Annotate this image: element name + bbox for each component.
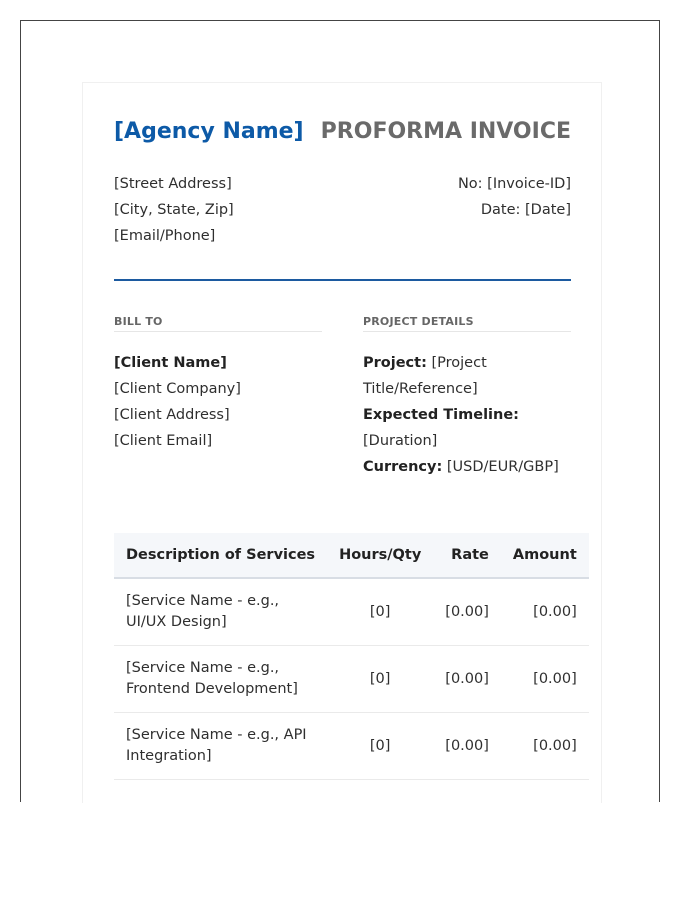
bill-to-section — [114, 315, 322, 454]
row-hours: [0] — [327, 713, 433, 780]
project-value: [Project Title/Reference] — [363, 355, 487, 397]
table-header-row — [114, 533, 589, 578]
table-row — [114, 713, 589, 780]
currency-line — [363, 454, 571, 480]
agency-address — [114, 171, 234, 249]
row-hours: [0] — [327, 578, 433, 646]
row-description: [Service Name - e.g., Frontend Development] — [114, 646, 327, 713]
table-row — [114, 578, 589, 646]
timeline-label: Expected Timeline: — [363, 407, 519, 423]
currency-label: Currency: — [363, 459, 443, 475]
header-amount: Amount — [512, 547, 577, 563]
services-table — [114, 533, 589, 780]
row-description: [Service Name - e.g., UI/UX Design] — [114, 578, 327, 646]
row-amount: [0.00] — [501, 646, 589, 713]
invoice-number: No: [Invoice-ID] — [457, 176, 571, 192]
project-label: Project: — [363, 355, 427, 371]
row-rate: [0.00] — [433, 578, 501, 646]
agency-contact: [Email/Phone] — [114, 228, 216, 244]
row-description: [Service Name - e.g., API Integration] — [114, 713, 327, 780]
header-hours: Hours/Qty — [339, 547, 422, 563]
row-rate: [0.00] — [433, 713, 501, 780]
project-details-section — [363, 315, 571, 480]
header-description: Description of Services — [126, 547, 316, 563]
currency-value: [USD/EUR/GBP] — [446, 459, 559, 475]
page-frame — [20, 20, 660, 802]
row-hours: [0] — [327, 646, 433, 713]
header-rate: Rate — [451, 547, 489, 563]
header-divider — [114, 279, 571, 281]
agency-city: [City, State, Zip] — [114, 202, 234, 218]
invoice-meta — [458, 171, 571, 223]
row-amount: [0.00] — [501, 713, 589, 780]
client-email: [Client Email] — [114, 433, 213, 449]
agency-street: [Street Address] — [114, 176, 232, 192]
project-details-heading: PROJECT DETAILS — [363, 315, 571, 332]
client-name: [Client Name] — [114, 355, 227, 371]
timeline-value: [Duration] — [363, 433, 438, 449]
bill-to-heading: BILL TO — [114, 315, 322, 332]
project-line — [363, 350, 571, 402]
row-rate: [0.00] — [433, 646, 501, 713]
table-row — [114, 646, 589, 713]
client-address: [Client Address] — [114, 407, 230, 423]
row-amount: [0.00] — [501, 578, 589, 646]
invoice-date: Date: [Date] — [480, 202, 571, 218]
client-company: [Client Company] — [114, 381, 241, 397]
invoice-sheet — [82, 82, 602, 803]
agency-name: [Agency Name] — [114, 119, 304, 144]
invoice-title: PROFORMA INVOICE — [320, 119, 571, 144]
